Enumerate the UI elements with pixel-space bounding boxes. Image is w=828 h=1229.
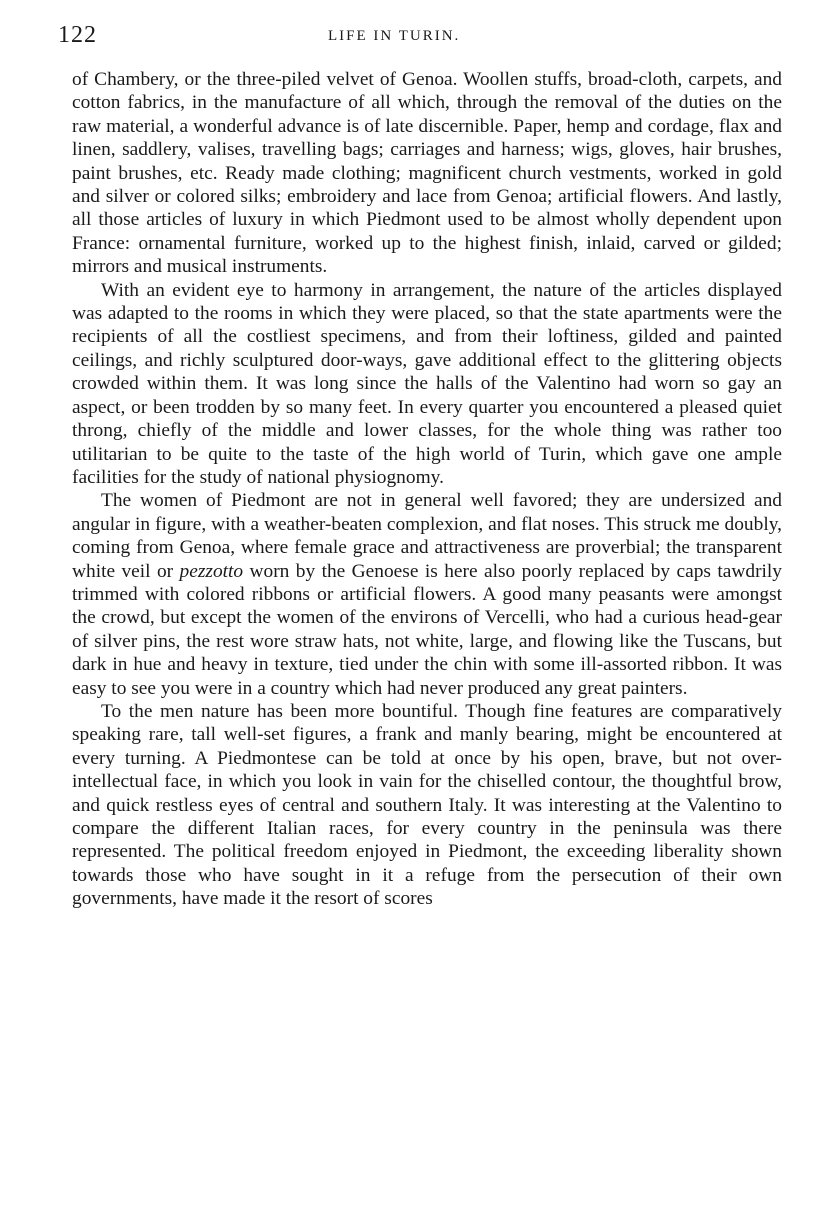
- running-title: LIFE IN TURIN.: [328, 28, 461, 44]
- paragraph-4: To the men nature has been more bountiful. Though fine features are comparatively speaking rare, tall well-set figures, a frank and manly bearing, might be encountered at every turning. A Piedmontese can be told at once by his open, brave, but not over-intellectual face, in which you look in vain for the chiselled contour, the thoughtful brow, and quick restless eyes of central and southern Italy. It was interesting at the Valentino to compare the different Italian races, for every country in the peninsula was there represented. The political freedom enjoyed in Piedmont, the exceeding liberality shown towards those who have sought in it a refuge from the persecution of their own governments, have made it the resort of scores: [72, 700, 782, 910]
- paragraph-3-italic-term: pezzotto: [179, 560, 244, 582]
- running-head: [58, 22, 778, 52]
- paragraph-3-text-after: worn by the Genoese is here also poorly replaced by caps tawdrily trimmed with colored ribbons or artificial flowers. A good many peasants were amongst the crowd, but except the women of the environs of Vercelli, who had a curious head-gear of silver pins, the rest wore straw hats, not white, large, and flowing like the Tuscans, but dark in hue and heavy in texture, tied under the chin with some ill-assorted ribbon. It was easy to see you were in a country which had never produced any great painters.: [72, 560, 782, 699]
- body-text: [72, 68, 782, 911]
- paragraph-2: With an evident eye to harmony in arrangement, the nature of the articles displayed was adapted to the rooms in which they were placed, so that the state apartments were the recipients of all the costliest specimens, and from their loftiness, gilded and painted ceilings, and richly sculptured door-ways, gave additional effect to the glittering objects crowded within them. It was long since the halls of the Valentino had worn so gay an aspect, or been trodden by so many feet. In every quarter you encountered a pleased quiet throng, chiefly of the middle and lower classes, for the whole thing was rather too utilitarian to be quite to the taste of the high world of Turin, which gave one ample facilities for the study of national physiognomy.: [72, 279, 782, 488]
- paragraph-3-text-before: The women of Piedmont are not in general well favored; they are undersized and angular in figure, with a weather-beaten complexion, and flat noses. This struck me doubly, coming from Genoa, where female grace and attractiveness are proverbial; the transparent white veil or: [72, 490, 782, 582]
- paragraph-1: of Chambery, or the three-piled velvet of Genoa. Woollen stuffs, broad-cloth, carpets, and cotton fabrics, in the manufacture of all which, through the removal of the duties on the raw material, a wonderful advance is of late discernible. Paper, hemp and cordage, flax and linen, saddlery, valises, travelling bags; carriages and harness; wigs, gloves, hair brushes, paint brushes, etc. Ready made clothing; magnificent church vestments, worked in gold and silver or colored silks; embroidery and lace from Genoa; artificial flowers. And lastly, all those articles of luxury in which Piedmont used to be almost wholly dependent upon France: ornamental furniture, worked up to the highest finish, inlaid, carved or gilded; mirrors and musical instruments.: [72, 69, 782, 278]
- paragraph-3: [72, 489, 782, 700]
- page-number: 122: [58, 22, 97, 48]
